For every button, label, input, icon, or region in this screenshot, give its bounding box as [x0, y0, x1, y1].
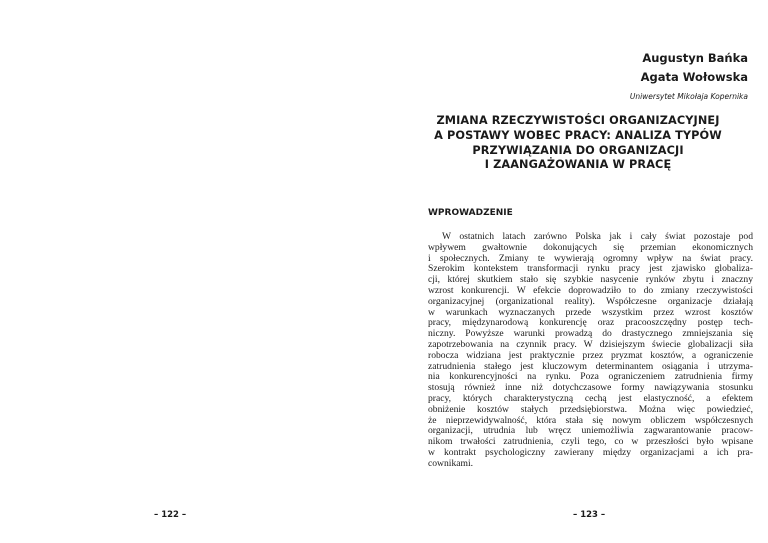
paragraph-line: pracy, międzynarodową konkurencję oraz pracooszczędny postęp tech- — [428, 318, 753, 329]
title-line: ZMIANA RZECZYWISTOŚCI ORGANIZACYJNEJ — [436, 114, 720, 127]
paragraph-line: zatrudnienia stałego jest kluczowym determinantem osiągania i utrzyma- — [428, 361, 753, 372]
paragraph-line: wpływem gwałtownie dokonujących się przemian ekonomicznych — [428, 242, 753, 253]
paragraph-line: nikom trwałości zatrudnienia, czyli tego, co w przeszłości było wpisane — [428, 437, 753, 448]
title-line: I ZAANGAŻOWANIA W PRACĘ — [484, 158, 672, 172]
paragraph-line: Szerokim kontekstem transformacji rynku pracy jest zjawisko globaliza- — [428, 264, 753, 275]
paragraph-line: i społecznych. Zmiany te wywierają ogromny wpływ na świat pracy. — [428, 253, 753, 264]
title-line: A POSTAWY WOBEC PRACY: ANALIZA TYPÓW — [434, 128, 722, 142]
paragraph-line: w kontrakt psychologiczny zawierany między organizacjami a ich pra- — [428, 447, 753, 458]
title-line: PRZYWIĄZANIA DO ORGANIZACJI — [472, 143, 684, 157]
right-page — [384, 0, 768, 543]
paragraph-line: organizacji, utrudnia lub wręcz uniemożliwia zagwarantowanie pracow- — [428, 426, 753, 437]
paragraph-line: obniżenie kosztów stałych przedsiębiorstwa. Można więc powiedzieć, — [428, 404, 753, 415]
article-title — [428, 114, 728, 173]
paragraph-line: cownikami. — [428, 458, 474, 469]
paragraph-line: cji, której skutkiem stało się szybkie nasycenie rynków zbytu i znaczny — [428, 275, 753, 286]
paragraph-line: wzrost konkurencji. W efekcie doprowadziło to do zmiany rzeczywistości — [428, 285, 753, 296]
author-affiliation: Uniwersytet Mikołaja Kopernika — [629, 92, 748, 101]
paragraph-line: W ostatnich latach zarówno Polska jak i cały świat pozostaje pod — [442, 232, 753, 242]
paragraph-line: niczny. Powyższe warunki prowadzą do drastycznego zmniejszania się — [428, 329, 753, 340]
paragraph-line: nia konkurencyjności na rynku. Poza ograniczeniem zatrudnienia firmy — [428, 372, 753, 383]
paragraph-line: robocza widziana jest praktycznie przez pryzmat kosztów, a ograniczenie — [428, 350, 753, 361]
paragraph-line: że nieprzewidywalność, która stała się nowym obliczem współczesnych — [428, 415, 753, 426]
paragraph-line: zapotrzebowania na czynnik pracy. W dzisiejszym świecie globalizacji siła — [428, 339, 753, 350]
paragraph-line: w warunkach wyznaczanych przede wszystkim przez wzrost kosztów — [428, 307, 753, 318]
paragraph-line: pracy, których charakterystyczną cechą jest elastyczność, a efektem — [428, 393, 753, 404]
author-name: Agata Wołowska — [640, 70, 748, 84]
section-heading: WPROWADZENIE — [428, 208, 513, 218]
paragraph-line: organizacyjnej (organizational reality). Współczesne organizacje działają — [428, 296, 753, 307]
left-page-number: – 122 – — [154, 510, 187, 520]
author-name: Augustyn Bańka — [642, 51, 748, 65]
paragraph-line: stosują również inne niż dotychczasowe formy nawiązywania stosunku — [428, 383, 753, 394]
body-paragraph — [428, 232, 753, 470]
right-page-number: – 123 – — [573, 510, 606, 520]
